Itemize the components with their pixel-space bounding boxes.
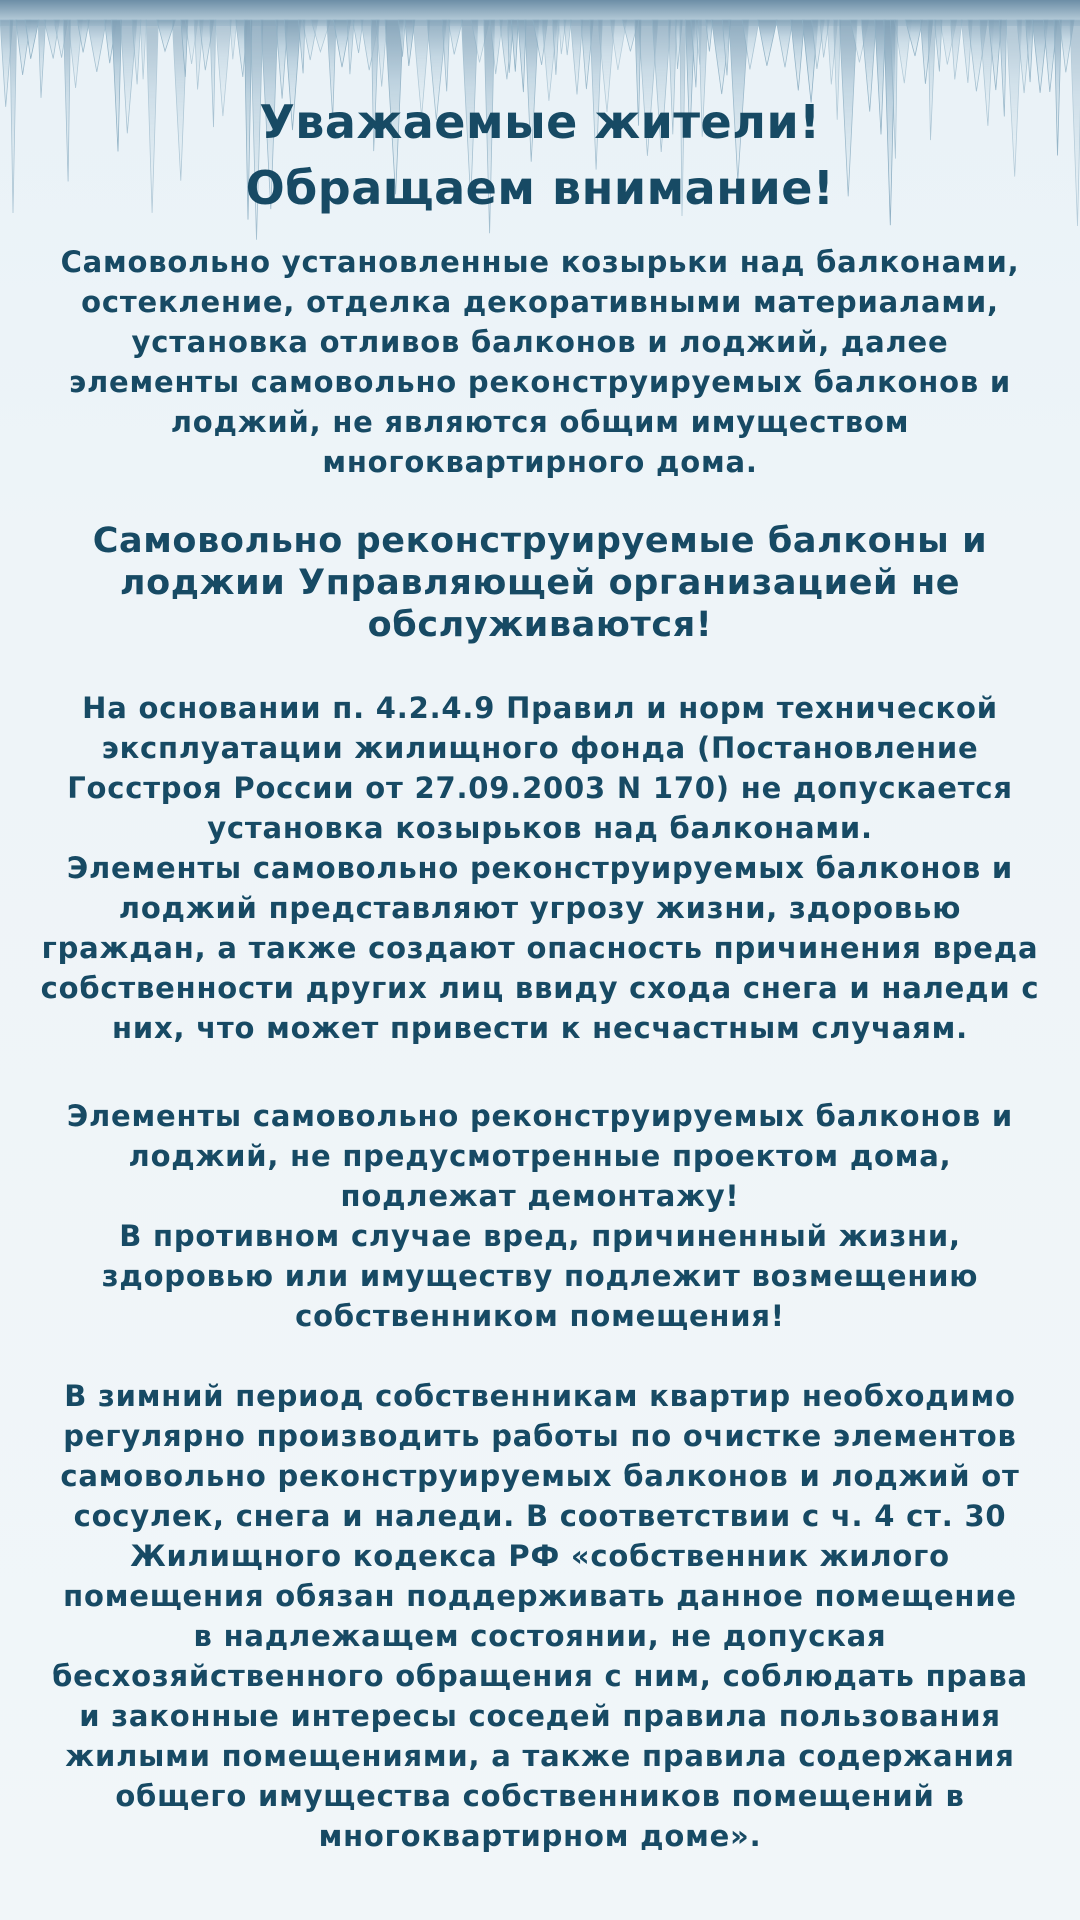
paragraph-dismantling: Элементы самовольно реконструируемых балконов и лоджий, не предусмотренные проектом дома, подлежат демонтажу! В противном случае вред, причиненный жизни, здоровью или имуществу подлежит возмещению собственником помещения!: [66, 1099, 1014, 1333]
paragraph-not-common-property: Самовольно установленные козырьки над балконами, остекление, отделка декоративными материалами, установка отливов балконов и лоджий, далее элементы самовольно реконструируемых балконов и лоджий, не являются общим имуществом многоквартирного дома.: [60, 245, 1020, 479]
notice-title-line1: Уважаемые жители!: [259, 95, 821, 149]
paragraph-winter-cleaning: В зимний период собственникам квартир необходимо регулярно производить работы по очистке элементов самовольно реконструируемых балконов и лоджий от сосулек, снега и наледи. В соответствии с ч. 4 ст. 30 Жилищного кодекса РФ «собственник жилого помещения обязан поддерживать данное помещение в надлежащем состоянии, не допуская бесхозяйственного обращения с ним, соблюдать права и законные интересы соседей правила пользования жилыми помещениями, а также правила содержания общего имущества собственников помещений в многоквартирном доме».: [52, 1379, 1028, 1853]
notice-title-line2: Обращаем внимание!: [245, 161, 835, 215]
paragraph-rules-danger: На основании п. 4.2.4.9 Правил и норм технической эксплуатации жилищного фонда (Постановление Госстроя России от 27.09.2003 N 170) не допускается установка козырьков над балконами. Элементы самовольно реконструируемых балконов и лоджий представляют угрозу жизни, здоровью граждан, а также создают опасность причинения вреда собственности других лиц ввиду схода снега и наледи с них, что может привести к несчастным случаям.: [40, 691, 1040, 1045]
paragraph-not-serviced: Самовольно реконструируемые балконы и лоджии Управляющей организацией не обслуживаются!: [92, 521, 988, 645]
